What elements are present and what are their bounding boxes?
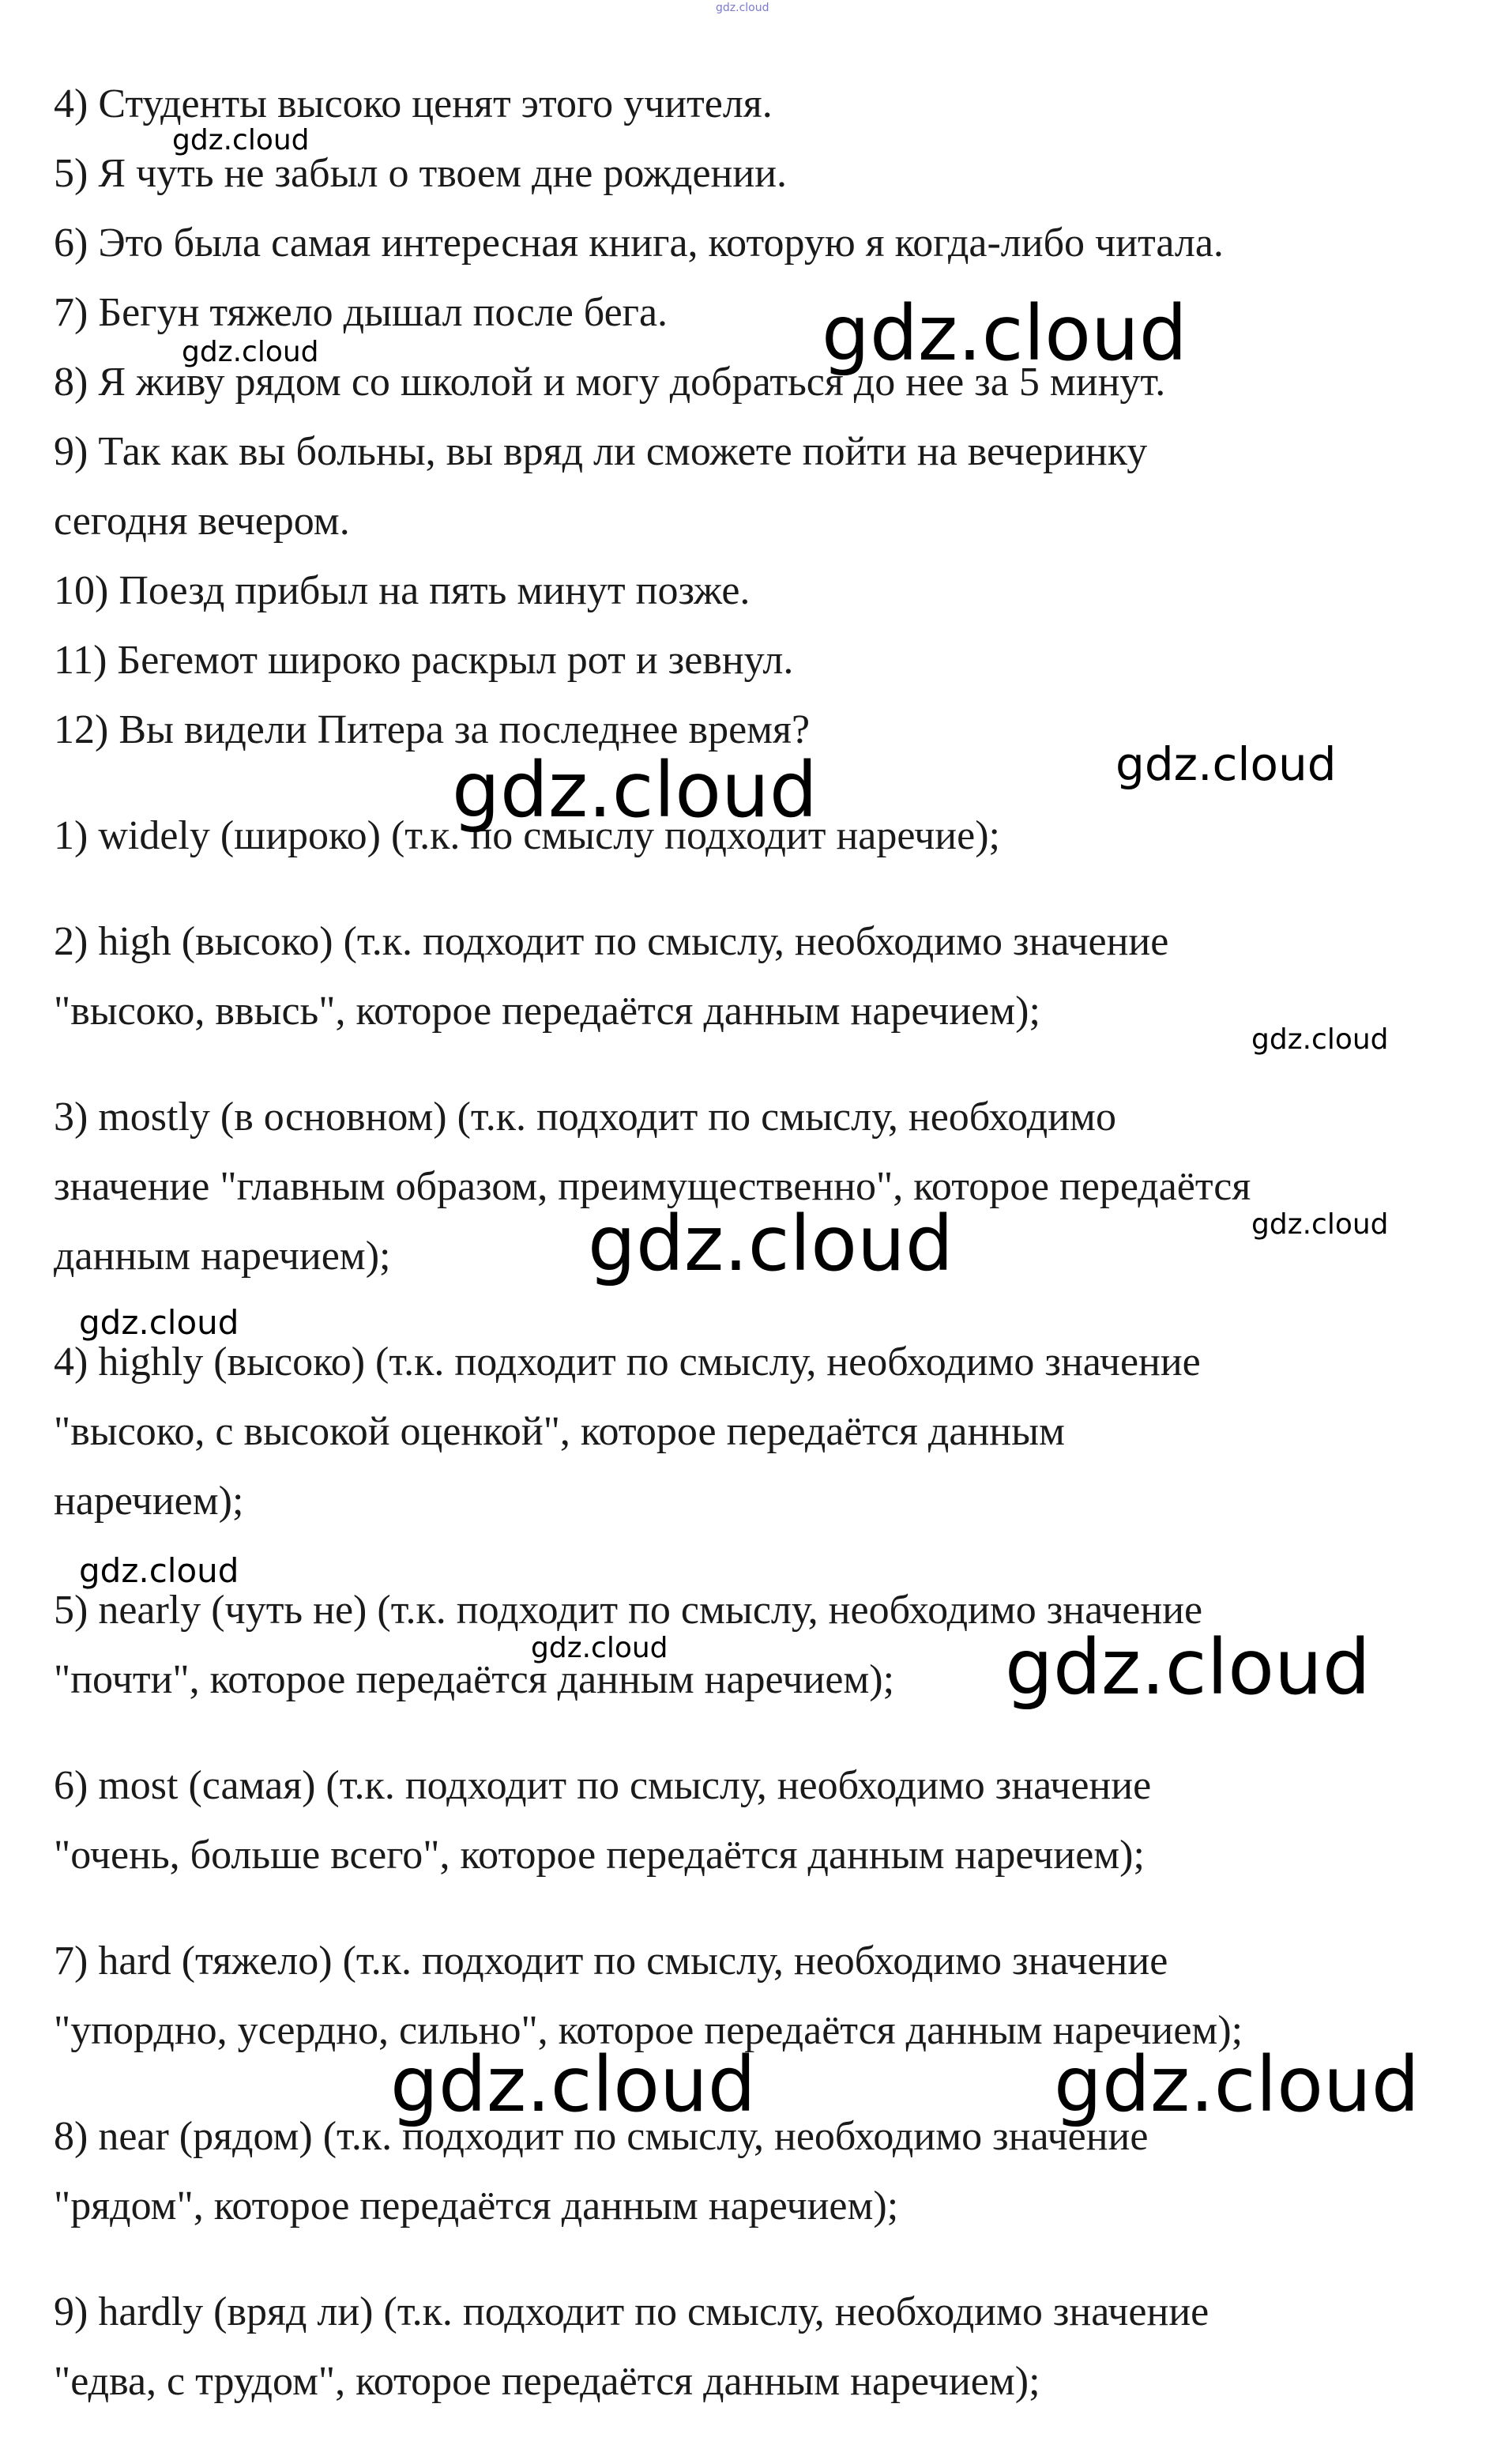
- answer-line: 1) widely (широко) (т.к. по смыслу подходит наречие);: [54, 813, 1000, 858]
- watermark: gdz.cloud: [1251, 1208, 1389, 1241]
- answer-line: 3) mostly (в основном) (т.к. подходит по смыслу, необходимо: [54, 1094, 1116, 1140]
- translation-line: 6) Это была самая интересная книга, которую я когда-либо читала.: [54, 220, 1224, 266]
- watermark: gdz.cloud: [588, 1200, 954, 1288]
- translation-line: 10) Поезд прибыл на пять минут позже.: [54, 568, 751, 613]
- watermark: gdz.cloud: [1005, 1623, 1371, 1712]
- watermark: gdz.cloud: [172, 124, 310, 156]
- answer-line: 7) hard (тяжело) (т.к. подходит по смыслу, необходимо значение: [54, 1938, 1168, 1984]
- answer-line: 6) most (самая) (т.к. подходит по смыслу, необходимо значение: [54, 1763, 1152, 1808]
- watermark: gdz.cloud: [182, 336, 319, 368]
- translation-line: сегодня вечером.: [54, 499, 350, 544]
- watermark: gdz.cloud: [79, 1551, 239, 1590]
- translation-line: 11) Бегемот широко раскрыл рот и зевнул.: [54, 638, 794, 683]
- watermark: gdz.cloud: [390, 2040, 756, 2129]
- watermark: gdz.cloud: [79, 1303, 239, 1342]
- answer-line: "высоко, с высокой оценкой", которое передаётся данным: [54, 1409, 1065, 1454]
- answer-line: "едва, с трудом", которое передаётся данным наречием);: [54, 2359, 1040, 2404]
- answer-line: 4) highly (высоко) (т.к. подходит по смыслу, необходимо значение: [54, 1339, 1201, 1385]
- answer-line: "высоко, ввысь", которое передаётся данным наречием);: [54, 989, 1040, 1034]
- translation-line: 4) Студенты высоко ценят этого учителя.: [54, 81, 773, 126]
- answer-line: "упордно, усердно, сильно", которое передаётся данным наречием);: [54, 2008, 1243, 2053]
- translation-line: 5) Я чуть не забыл о твоем дне рождении.: [54, 151, 788, 196]
- translation-line: 7) Бегун тяжело дышал после бега.: [54, 290, 668, 335]
- translation-line: 9) Так как вы больны, вы вряд ли сможете пойти на вечеринку: [54, 429, 1148, 474]
- answer-line: 9) hardly (вряд ли) (т.к. подходит по смыслу, необходимо значение: [54, 2289, 1209, 2334]
- answer-line: 2) high (высоко) (т.к. подходит по смыслу, необходимо значение: [54, 919, 1169, 964]
- answer-line: "очень, больше всего", которое передаётся данным наречием);: [54, 1833, 1145, 1878]
- watermark: gdz.cloud: [716, 2, 769, 14]
- watermark: gdz.cloud: [1251, 1023, 1389, 1056]
- answer-line: 5) nearly (чуть не) (т.к. подходит по смыслу, необходимо значение: [54, 1588, 1203, 1633]
- answer-line: наречием);: [54, 1479, 244, 1524]
- translation-line: 8) Я живу рядом со школой и могу добраться до нее за 5 минут.: [54, 360, 1166, 405]
- watermark: gdz.cloud: [531, 1632, 668, 1664]
- answer-line: "рядом", которое передаётся данным наречием);: [54, 2183, 899, 2229]
- translation-line: 12) Вы видели Питера за последнее время?: [54, 707, 811, 752]
- answer-line: "почти", которое передаётся данным наречием);: [54, 1657, 895, 1702]
- answer-line: данным наречием);: [54, 1234, 391, 1279]
- answer-line: значение "главным образом, преимущественно", которое передаётся: [54, 1164, 1251, 1209]
- watermark: gdz.cloud: [822, 289, 1187, 378]
- watermark: gdz.cloud: [1115, 737, 1337, 791]
- answer-line: 8) near (рядом) (т.к. подходит по смыслу, необходимо значение: [54, 2114, 1149, 2159]
- watermark: gdz.cloud: [452, 746, 818, 835]
- watermark: gdz.cloud: [1054, 2040, 1420, 2129]
